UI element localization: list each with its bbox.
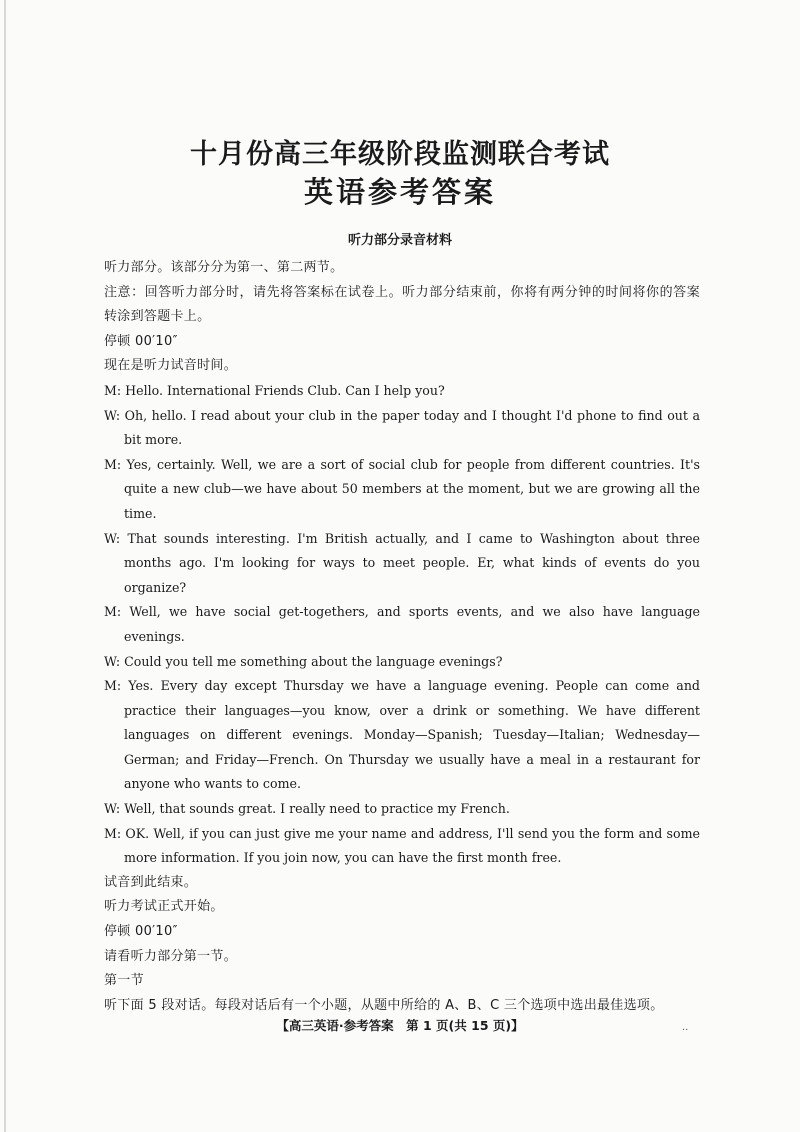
document-subtitle: 英语参考答案: [303, 175, 496, 209]
dialogue-line: M: Yes. Every day except Thursday we have a language evening. People can come and practice their languages—you know, over a drink or something. We have different languages on different evenings. Monday—Spanish; Tuesday—Italian; Wednesday—German; and Friday—French. On Thursday we usually have a meal in a restaurant for anyone who wants to come.: [104, 678, 700, 792]
instruction-line: 听力部分。该部分分为第一、第二两节。: [104, 260, 344, 275]
instruction-line: 现在是听力试音时间。: [104, 358, 238, 374]
instruction-line: 请看听力部分第一节。: [104, 948, 238, 964]
dialogue-line: W: Could you tell me something about the language evenings?: [104, 653, 503, 669]
instruction-line: 听下面 5 段对话。每段对话后有一个小题，从题中所给的 A、B、C 三个选项中选出最佳选项。: [104, 997, 664, 1013]
instruction-line: 注意：回答听力部分时，请先将答案标在试卷上。听力部分结束前，你将有两分钟的时间将你的答案转涂到答题卡上。: [104, 284, 700, 325]
dialogue-line: W: Oh, hello. I read about your club in the paper today and I thought I'd phone to find out a bit more.: [104, 407, 700, 448]
section-heading: 听力部分录音材料: [347, 233, 452, 248]
instruction-line: 停顿 00′10″: [104, 333, 178, 349]
instruction-line: 第一节: [104, 973, 144, 989]
dialogue-line: W: That sounds interesting. I'm British actually, and I came to Washington about three months ago. I'm looking for ways to meet people. Er, what kinds of events do you organize?: [104, 530, 700, 595]
document-title: 十月份高三年级阶段监测联合考试: [190, 139, 610, 170]
transcript-body: [104, 256, 700, 1018]
instruction-line: 试音到此结束。: [104, 874, 198, 890]
dialogue-line: M: OK. Well, if you can just give me your name and address, I'll send you the form and some more information. If you join now, you can have the first month free.: [104, 825, 700, 866]
page-footer: 【高三英语·参考答案 第 1 页(共 15 页)】: [276, 1018, 524, 1033]
dialogue-line: W: Well, that sounds great. I really need to practice my French.: [104, 801, 510, 817]
instruction-line: 停顿 00′10″: [104, 924, 178, 940]
dialogue-line: M: Hello. International Friends Club. Can I help you?: [104, 382, 445, 398]
dialogue-line: M: Yes, certainly. Well, we are a sort of social club for people from different countries. It's quite a new club—we have about 50 members at the moment, but we are growing all the time.: [104, 456, 700, 521]
dialogue-line: M: Well, we have social get-togethers, and sports events, and we also have language evenings.: [104, 604, 700, 644]
instruction-line: 听力考试正式开始。: [104, 899, 224, 915]
footer-mark: ..: [682, 1022, 689, 1033]
